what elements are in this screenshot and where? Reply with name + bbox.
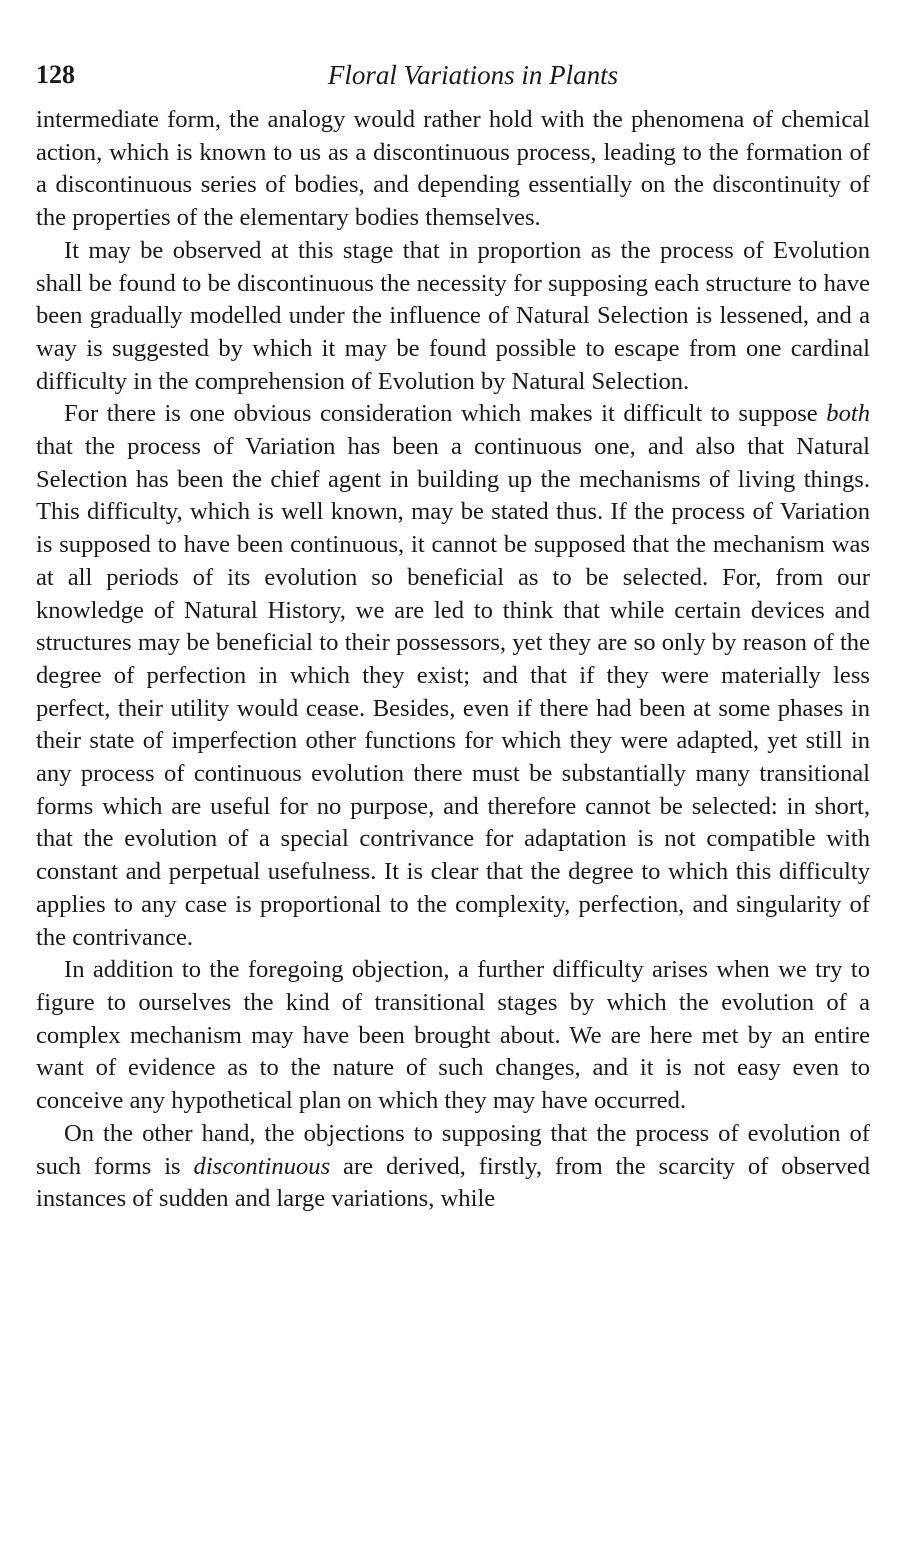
running-title: Floral Variations in Plants xyxy=(327,60,619,90)
paragraph-continuation xyxy=(36,104,870,235)
paragraph-text: that the process of Variation has been a continuous one, and also that Natural Selection has been the chief agent in building up the mechanisms of living things. This difficulty, which is well known, may be stated thus. If the process of Variation is supposed to have been continuous, it cannot be supposed that the mechanism was at all periods of its evolution so beneficial as to be selected. For, from our knowledge of Natural History, we are led to think that while certain devices and structures may be beneficial to their possessors, yet they are so only by reason of the degree of perfection in which they exist; and that if they were materially less perfect, their utility would cease. Besides, even if there had been at some phases in their state of imperfection other functions for which they were adapted, yet still in any process of continuous evolution there must be substantially many transitional forms which are useful for no purpose, and therefore cannot be selected: in short, that the evolution of a special contrivance for adaptation is not compatible with constant and perpetual usefulness. It is clear that the degree to which this difficulty applies to any case is proportional to the complexity, perfection, and singularity of the contrivance. xyxy=(36,433,870,951)
paragraph xyxy=(36,398,870,954)
paragraph-text: intermediate form, the analogy would rather hold with the phenomena of chemical action, which is known to us as a discontinuous process, leading to the formation of a discontinuous series of bodies, and depending essentially on the discontinuity of the properties of the elementary bodies themselves. xyxy=(36,106,870,232)
paragraph-text: are derived, firstly, from the scarcity of observed instances of sudden and large variations, while xyxy=(36,1152,870,1213)
paragraph-text: For there is one obvious consideration which makes it difficult to suppose xyxy=(64,400,827,428)
paragraph-text: It may be observed at this stage that in proportion as the process of Evolution shall be found to be discontinuous the necessity for supposing each structure to have been gradually modelled under the influence of Natural Selection is lessened, and a way is suggested by which it may be found possible to escape from one cardinal difficulty in the comprehension of Evolution by Natural Selection. xyxy=(36,236,870,395)
book-page xyxy=(36,60,870,1216)
italic-emphasis: both xyxy=(826,400,870,428)
running-head xyxy=(36,60,870,104)
paragraph-text: In addition to the foregoing objection, a further difficulty arises when we try to figure to ourselves the kind of transitional stages by which the evolution of a complex mechanism may have been brought about. We are here met by an entire want of evidence as to the nature of such changes, and it is not easy even to conceive any hypothetical plan on which they may have occurred. xyxy=(36,956,870,1115)
body-text xyxy=(36,104,870,1216)
paragraph xyxy=(36,954,870,1118)
page-number: 128 xyxy=(36,60,75,89)
paragraph xyxy=(36,1118,870,1216)
paragraph xyxy=(36,235,870,399)
italic-emphasis: discontinuous xyxy=(193,1152,331,1180)
paragraph-text: On the other hand, the objections to supposing that the process of evolution of such forms is xyxy=(36,1119,870,1180)
